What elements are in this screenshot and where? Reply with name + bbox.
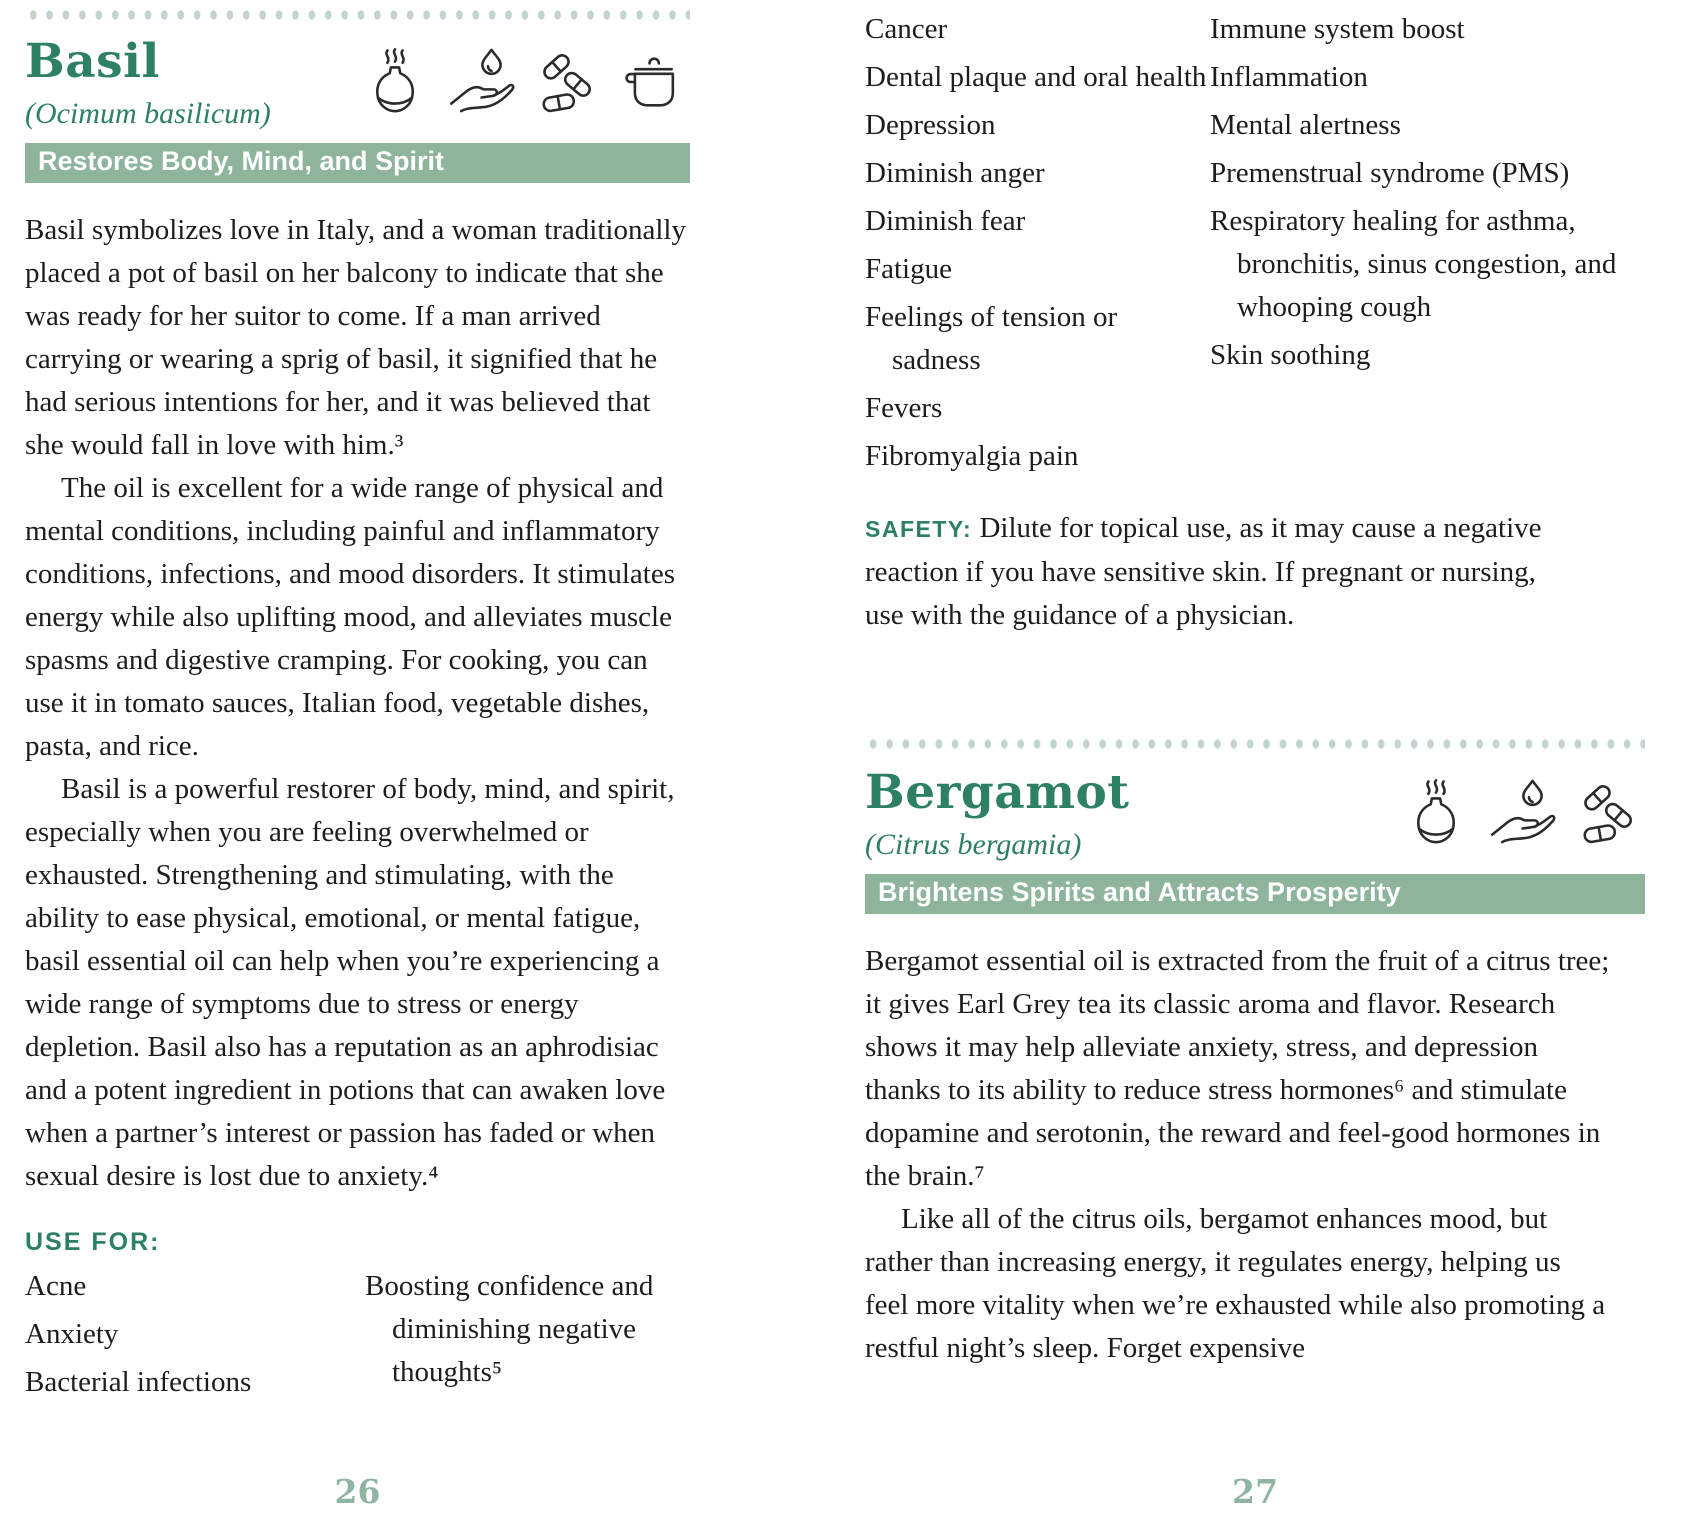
list-item: Fatigue [865,253,952,285]
list-item: Immune system boost [1210,13,1465,45]
list-item: Anxiety [25,1317,119,1350]
diffuser-icon [1401,775,1471,851]
list-item: Feelings of tension or sadness [865,301,1118,376]
basil-entry-header [25,36,690,132]
list-item: Respiratory healing for asthma, bronchitis, sinus congestion, and whooping cough [1210,205,1617,323]
entry-title-bergamot: Bergamot [865,765,1130,820]
list-item: Bacterial infections [25,1365,252,1398]
page-number: 27 [1232,1472,1278,1511]
page-right [865,0,1645,1539]
usage-icons-bergamot [1401,775,1643,851]
tagline-banner-bergamot: Brightens Spirits and Attracts Prosperity [865,874,1645,914]
bergamot-entry-header [865,767,1645,863]
capsules-icon [532,44,602,120]
diffuser-icon [360,44,430,120]
entry-title-basil: Basil [25,34,160,89]
safety-note [865,507,1565,637]
use-for-columns [25,1265,690,1409]
safety-label: SAFETY: [865,516,973,542]
use-for-list-left [25,1265,365,1409]
list-item: Diminish fear [865,205,1026,237]
dotted-divider [865,737,1645,751]
use-for-heading: USE FOR: [25,1227,161,1256]
safety-text: Dilute for topical use, as it may cause a negative reaction if you have sensitive skin. If pregnant or nursing, use with the guidance of a physician. [865,512,1542,631]
basil-body-text [25,209,690,1198]
tagline-banner-basil: Restores Body, Mind, and Spirit [25,143,690,183]
body-paragraph: Basil is a powerful restorer of body, mind, and spirit, especially when you are feeling overwhelmed or exhausted. Strengthening and stimulating, with the ability to ease physical, emotional, or mental fatigue, basil essential oil can help when you’re experiencing a wide range of symptoms due to stress or energy depletion. Basil also has a reputation as an aphrodisiac and a potent ingredient in potions that can awaken love when a partner’s interest or passion has faded or when sexual desire is lost due to anxiety.⁴ [25,772,675,1192]
list-item: Fevers [865,392,943,424]
list-item: Diminish anger [865,157,1045,189]
bergamot-body-text [865,940,1645,1370]
page-left [25,0,690,1539]
use-for-list-right [365,1265,690,1409]
capsules-icon [1573,775,1643,851]
list-item: Inflammation [1210,61,1368,93]
body-paragraph: Like all of the citrus oils, bergamot enhances mood, but rather than increasing energy, it regulates energy, helping us feel more vitality when we’re exhausted while also promoting a restful night’s sleep. Forget expensive [865,1202,1606,1364]
list-item: Boosting confidence and diminishing negative thoughts⁵ [365,1269,654,1388]
latin-name-bergamot: (Citrus bergamia) [865,827,1082,861]
list-item: Premenstrual syndrome (PMS) [1210,157,1570,189]
body-paragraph: Bergamot essential oil is extracted from the fruit of a citrus tree; it gives Earl Grey tea its classic aroma and flavor. Research shows it may help alleviate anxiety, stress, and depression thanks to its ability to reduce stress hormones⁶ and stimulate dopamine and serotonin, the reward and feel-good hormones in the brain.⁷ [865,944,1610,1192]
body-paragraph: Basil symbolizes love in Italy, and a woman traditionally placed a pot of basil on her balcony to indicate that she was ready for her suitor to come. If a man arrived carrying or wearing a sprig of basil, it signified that he had serious intentions for her, and it was believed that she would fall in love with him.³ [25,213,686,461]
use-for-columns-continued [865,8,1645,483]
list-item: Fibromyalgia pain [865,440,1079,472]
page-number: 26 [334,1472,381,1511]
latin-name-basil: (Ocimum basilicum) [25,96,271,130]
list-item: Dental plaque and oral health [865,61,1207,93]
topical-hand-drop-icon [1487,775,1557,851]
dotted-divider [25,8,690,22]
topical-hand-drop-icon [446,44,516,120]
list-item: Depression [865,109,996,141]
body-paragraph: The oil is excellent for a wide range of physical and mental conditions, including painful and inflammatory conditions, infections, and mood disorders. It stimulates energy while also uplifting mood, and alleviates muscle spasms and digestive cramping. For cooking, you can use it in tomato sauces, Italian food, vegetable dishes, pasta, and rice. [25,471,675,762]
list-item: Mental alertness [1210,109,1401,141]
list-item: Skin soothing [1210,339,1371,371]
use-for-list-left [865,8,1210,483]
list-item: Cancer [865,13,948,45]
cooking-pot-icon [618,44,688,120]
use-for-list-right [1210,8,1645,483]
list-item: Acne [25,1269,87,1302]
usage-icons-basil [360,44,688,120]
